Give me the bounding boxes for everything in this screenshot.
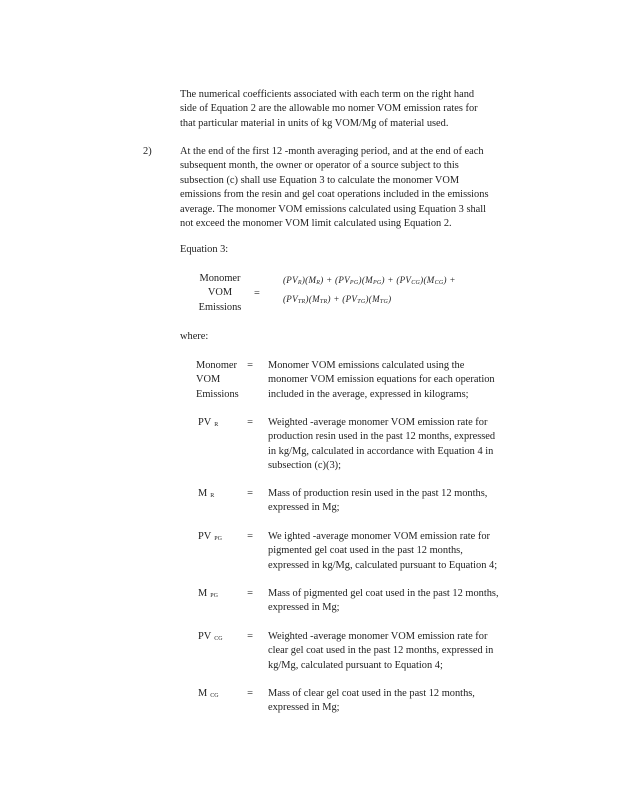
item-number: 2) (143, 146, 152, 157)
eq-term: )(M (365, 294, 380, 304)
definition-text (268, 359, 538, 402)
definition-symbol-main: M (198, 688, 208, 699)
definition-equals: = (247, 360, 253, 371)
definition-line: Weighted -average monomer VOM emission rate for (268, 631, 488, 642)
item2-line: subsection (c) shall use Equation 3 to calculate the monomer VOM (180, 174, 460, 186)
eq-sub: TG (379, 299, 389, 305)
definition-text (268, 530, 538, 573)
definition-line: Mass of production resin used in the past 12 months, (268, 488, 488, 499)
item2-line: emissions from the resin and gel coat operations included in the emissions (180, 189, 489, 201)
definition-symbol-sub: CG (214, 636, 223, 642)
eq-sub: R (316, 280, 321, 286)
eq-sub: CG (434, 280, 444, 286)
definition-equals: = (247, 531, 253, 542)
equation-rhs-line2 (283, 292, 391, 309)
item2-line: average. The monomer VOM emissions calculated using Equation 3 shall (180, 203, 487, 215)
definition-line: expressed in Mg; (268, 702, 340, 714)
eq-term: ) (388, 294, 392, 304)
eq-term: )(M (301, 275, 317, 285)
intro-line: side of Equation 2 are the allowable mo nomer VOM emission rates for (180, 103, 478, 115)
definition-symbol-sub: R (214, 422, 219, 428)
definition-text (268, 630, 538, 673)
equation-heading: Equation 3: (180, 244, 229, 255)
definition-equals: = (247, 488, 253, 499)
definition-symbol-main: PV (198, 631, 212, 642)
equation-equals: = (254, 288, 260, 299)
definition-equals: = (247, 417, 253, 428)
definition-symbol-main: PV (198, 417, 212, 428)
eq-sub: PG (349, 280, 359, 286)
eq-sub: CG (411, 280, 421, 286)
eq-term: ) + (PV (320, 275, 350, 285)
equation-rhs-line1 (283, 273, 456, 290)
definition-line: kg/Mg, calculated pursuant to Equation 4; (268, 659, 443, 671)
eq-sub: TG (357, 299, 366, 305)
item2-paragraph (180, 145, 540, 231)
eq-sub: TR (297, 299, 306, 305)
definition-line: in kg/Mg, calculated in accordance with Equation 4 in (268, 445, 494, 457)
where-label: where: (180, 331, 209, 342)
definition-symbol-sub: R (210, 493, 215, 499)
equation-lhs-line: Monomer (199, 273, 241, 284)
definition-equals: = (247, 688, 253, 699)
definition-symbol-sub: PG (210, 593, 218, 599)
definition-line: clear gel coat used in the past 12 months, expressed in (268, 645, 494, 657)
definition-symbol-line: Emissions (196, 388, 239, 400)
intro-line: that particular material in units of kg VOM/Mg of material used. (180, 117, 449, 129)
intro-paragraph (180, 88, 520, 131)
definition-symbol-main: M (198, 588, 208, 599)
definition-text (268, 687, 538, 716)
definition-line: Weighted -average monomer VOM emission rate for (268, 417, 488, 428)
equation-lhs (194, 272, 246, 315)
eq-sub: R (297, 280, 302, 286)
eq-term: )(M (358, 275, 373, 285)
intro-line: The numerical coefficients associated with each term on the right hand (180, 89, 475, 100)
definition-symbol-sub: CG (210, 693, 219, 699)
definition-line: subsection (c)(3); (268, 460, 341, 472)
definition-line: expressed in kg/Mg, calculated pursuant to Equation 4; (268, 559, 498, 571)
definition-line: Mass of clear gel coat used in the past 12 months, (268, 688, 475, 699)
eq-sub: TR (319, 299, 328, 305)
definition-symbol-line: Monomer (196, 360, 237, 371)
definition-symbol-main: PV (198, 531, 212, 542)
item2-line: subsequent month, the owner or operator of a source subject to this (180, 160, 459, 172)
definition-line: monomer VOM emission equations for each operation (268, 374, 495, 386)
definition-text (268, 416, 538, 474)
definition-line: expressed in Mg; (268, 602, 340, 614)
definition-line: expressed in Mg; (268, 502, 340, 514)
definition-equals: = (247, 631, 253, 642)
definition-line: Mass of pigmented gel coat used in the past 12 months, (268, 588, 499, 599)
eq-term: ) + (PV (381, 275, 412, 285)
eq-sub: PG (372, 280, 382, 286)
definition-line: pigmented gel coat used in the past 12 months, (268, 545, 463, 557)
definition-line: Monomer VOM emissions calculated using the (268, 360, 465, 371)
definition-symbol-line: VOM (196, 374, 221, 386)
eq-term: (PV (283, 294, 298, 304)
definition-equals: = (247, 588, 253, 599)
definition-symbol-sub: PG (214, 536, 222, 542)
equation-lhs-line: VOM (207, 287, 233, 299)
eq-term: ) + (PV (327, 294, 358, 304)
eq-term: )(M (420, 275, 435, 285)
definition-text (268, 487, 538, 516)
eq-term: (PV (283, 275, 298, 285)
definition-symbol-main: M (198, 488, 208, 499)
eq-term: )(M (305, 294, 320, 304)
definition-line: included in the average, expressed in kilograms; (268, 388, 469, 400)
equation-lhs-line: Emissions (198, 301, 242, 313)
item2-line: At the end of the first 12 -month averaging period, and at the end of each (180, 146, 484, 157)
definition-text (268, 587, 538, 616)
definition-line: We ighted -average monomer VOM emission rate for (268, 531, 491, 542)
item2-line: not exceed the monomer VOM limit calculated using Equation 2. (180, 218, 452, 230)
eq-term: ) + (443, 275, 456, 285)
definition-line: production resin used in the past 12 months, expressed (268, 431, 496, 443)
